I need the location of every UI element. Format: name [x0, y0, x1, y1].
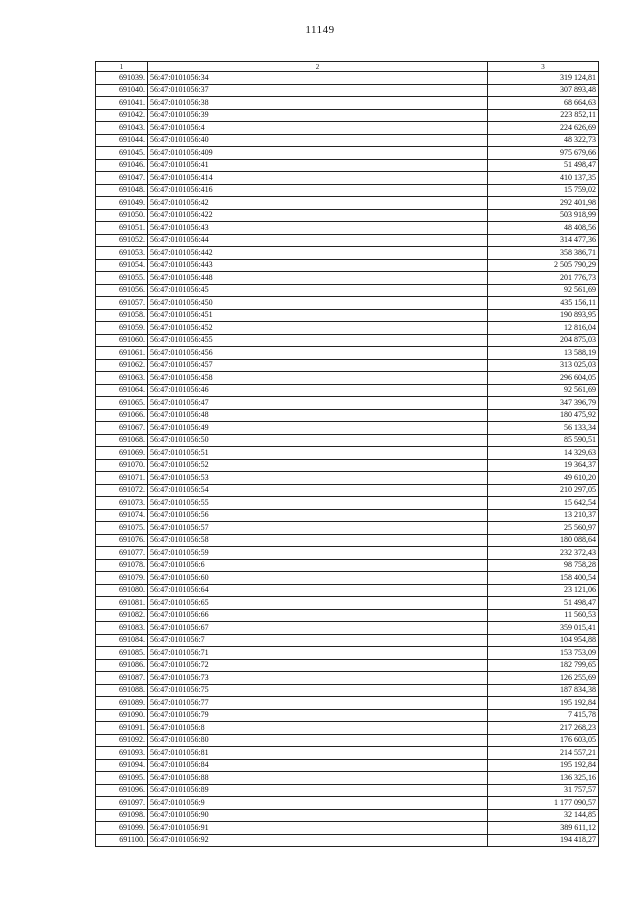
cadastral-value: 92 561,69 — [488, 284, 599, 297]
row-number: 691082. — [96, 609, 148, 622]
table-row — [96, 459, 599, 472]
cadastral-number: 56:47:0101056:416 — [148, 184, 488, 197]
cadastral-value: 51 498,47 — [488, 597, 599, 610]
row-number: 691059. — [96, 322, 148, 335]
table-row — [96, 809, 599, 822]
table-row — [96, 234, 599, 247]
row-number: 691083. — [96, 622, 148, 635]
cadastral-value: 195 192,84 — [488, 759, 599, 772]
cadastral-number: 56:47:0101056:448 — [148, 272, 488, 285]
table-row — [96, 284, 599, 297]
row-number: 691068. — [96, 434, 148, 447]
cadastral-number: 56:47:0101056:81 — [148, 747, 488, 760]
cadastral-number: 56:47:0101056:442 — [148, 247, 488, 260]
row-number: 691046. — [96, 159, 148, 172]
table-row — [96, 484, 599, 497]
table-row — [96, 97, 599, 110]
cadastral-number: 56:47:0101056:457 — [148, 359, 488, 372]
row-number: 691077. — [96, 547, 148, 560]
cadastral-value: 194 418,27 — [488, 834, 599, 847]
cadastral-number: 56:47:0101056:44 — [148, 234, 488, 247]
cadastral-value: 2 505 790,29 — [488, 259, 599, 272]
cadastral-value: 187 834,38 — [488, 684, 599, 697]
cadastral-value: 14 329,63 — [488, 447, 599, 460]
cadastral-number: 56:47:0101056:43 — [148, 222, 488, 235]
cadastral-value: 12 816,04 — [488, 322, 599, 335]
row-number: 691049. — [96, 197, 148, 210]
table-row — [96, 197, 599, 210]
row-number: 691066. — [96, 409, 148, 422]
cadastral-value: 85 590,51 — [488, 434, 599, 447]
table-row — [96, 409, 599, 422]
row-number: 691067. — [96, 422, 148, 435]
table-row — [96, 509, 599, 522]
row-number: 691056. — [96, 284, 148, 297]
table-row — [96, 784, 599, 797]
table-row — [96, 397, 599, 410]
cadastral-number: 56:47:0101056:55 — [148, 497, 488, 510]
row-number: 691074. — [96, 509, 148, 522]
cadastral-number: 56:47:0101056:414 — [148, 172, 488, 185]
table-row — [96, 622, 599, 635]
row-number: 691048. — [96, 184, 148, 197]
row-number: 691094. — [96, 759, 148, 772]
row-number: 691039. — [96, 72, 148, 85]
cadastral-value: 104 954,88 — [488, 634, 599, 647]
row-number: 691085. — [96, 647, 148, 660]
table-row — [96, 359, 599, 372]
cadastral-number: 56:47:0101056:53 — [148, 472, 488, 485]
row-number: 691058. — [96, 309, 148, 322]
cadastral-value: 32 144,85 — [488, 809, 599, 822]
row-number: 691040. — [96, 84, 148, 97]
cadastral-value: 7 415,78 — [488, 709, 599, 722]
cadastral-number: 56:47:0101056:75 — [148, 684, 488, 697]
row-number: 691072. — [96, 484, 148, 497]
cadastral-number: 56:47:0101056:65 — [148, 597, 488, 610]
cadastral-number: 56:47:0101056:88 — [148, 772, 488, 785]
cadastral-value: 56 133,34 — [488, 422, 599, 435]
cadastral-value-table — [95, 61, 599, 847]
cadastral-value: 214 557,21 — [488, 747, 599, 760]
cadastral-number: 56:47:0101056:80 — [148, 734, 488, 747]
table-row — [96, 759, 599, 772]
table-row — [96, 522, 599, 535]
row-number: 691064. — [96, 384, 148, 397]
row-number: 691098. — [96, 809, 148, 822]
row-number: 691057. — [96, 297, 148, 310]
cadastral-value: 15 759,02 — [488, 184, 599, 197]
cadastral-value: 31 757,57 — [488, 784, 599, 797]
row-number: 691044. — [96, 134, 148, 147]
table-row — [96, 447, 599, 460]
cadastral-number: 56:47:0101056:54 — [148, 484, 488, 497]
cadastral-value: 13 210,37 — [488, 509, 599, 522]
cadastral-number: 56:47:0101056:57 — [148, 522, 488, 535]
table-row — [96, 747, 599, 760]
table-row — [96, 184, 599, 197]
cadastral-number: 56:47:0101056:64 — [148, 584, 488, 597]
table-row — [96, 559, 599, 572]
cadastral-number: 56:47:0101056:452 — [148, 322, 488, 335]
cadastral-value: 358 386,71 — [488, 247, 599, 260]
cadastral-value: 204 875,03 — [488, 334, 599, 347]
row-number: 691096. — [96, 784, 148, 797]
cadastral-number: 56:47:0101056:59 — [148, 547, 488, 560]
table-row — [96, 297, 599, 310]
row-number: 691090. — [96, 709, 148, 722]
table-row — [96, 384, 599, 397]
table-row — [96, 422, 599, 435]
row-number: 691047. — [96, 172, 148, 185]
table-row — [96, 597, 599, 610]
cadastral-number: 56:47:0101056:443 — [148, 259, 488, 272]
cadastral-number: 56:47:0101056:79 — [148, 709, 488, 722]
column-header-3: 3 — [488, 62, 599, 72]
cadastral-value: 319 124,81 — [488, 72, 599, 85]
table-row — [96, 347, 599, 360]
cadastral-value: 359 015,41 — [488, 622, 599, 635]
cadastral-value: 201 776,73 — [488, 272, 599, 285]
cadastral-number: 56:47:0101056:66 — [148, 609, 488, 622]
cadastral-number: 56:47:0101056:72 — [148, 659, 488, 672]
cadastral-value: 210 297,05 — [488, 484, 599, 497]
table-row — [96, 797, 599, 810]
cadastral-value: 49 610,20 — [488, 472, 599, 485]
row-number: 691043. — [96, 122, 148, 135]
cadastral-number: 56:47:0101056:60 — [148, 572, 488, 585]
cadastral-number: 56:47:0101056:51 — [148, 447, 488, 460]
cadastral-number: 56:47:0101056:58 — [148, 534, 488, 547]
table-row — [96, 434, 599, 447]
table-row — [96, 259, 599, 272]
table-row — [96, 772, 599, 785]
cadastral-value: 11 560,53 — [488, 609, 599, 622]
table-row — [96, 584, 599, 597]
row-number: 691073. — [96, 497, 148, 510]
table-row — [96, 647, 599, 660]
row-number: 691081. — [96, 597, 148, 610]
cadastral-value: 190 893,95 — [488, 309, 599, 322]
cadastral-number: 56:47:0101056:422 — [148, 209, 488, 222]
cadastral-value: 51 498,47 — [488, 159, 599, 172]
cadastral-value: 389 611,12 — [488, 822, 599, 835]
cadastral-value: 314 477,36 — [488, 234, 599, 247]
column-header-1: 1 — [96, 62, 148, 72]
cadastral-value: 180 088,64 — [488, 534, 599, 547]
cadastral-value: 347 396,79 — [488, 397, 599, 410]
table-row — [96, 497, 599, 510]
table-row — [96, 247, 599, 260]
cadastral-value: 180 475,92 — [488, 409, 599, 422]
row-number: 691080. — [96, 584, 148, 597]
row-number: 691095. — [96, 772, 148, 785]
row-number: 691051. — [96, 222, 148, 235]
cadastral-value: 126 255,69 — [488, 672, 599, 685]
cadastral-number: 56:47:0101056:45 — [148, 284, 488, 297]
table-row — [96, 372, 599, 385]
row-number: 691092. — [96, 734, 148, 747]
row-number: 691093. — [96, 747, 148, 760]
row-number: 691089. — [96, 697, 148, 710]
cadastral-value: 307 893,48 — [488, 84, 599, 97]
table-row — [96, 547, 599, 560]
cadastral-number: 56:47:0101056:47 — [148, 397, 488, 410]
table-row — [96, 209, 599, 222]
table-row — [96, 822, 599, 835]
cadastral-number: 56:47:0101056:48 — [148, 409, 488, 422]
cadastral-number: 56:47:0101056:456 — [148, 347, 488, 360]
row-number: 691054. — [96, 259, 148, 272]
row-number: 691091. — [96, 722, 148, 735]
column-header-2: 2 — [148, 62, 488, 72]
cadastral-value: 232 372,43 — [488, 547, 599, 560]
cadastral-value: 223 852,11 — [488, 109, 599, 122]
cadastral-number: 56:47:0101056:46 — [148, 384, 488, 397]
row-number: 691100. — [96, 834, 148, 847]
table-row — [96, 472, 599, 485]
row-number: 691087. — [96, 672, 148, 685]
row-number: 691084. — [96, 634, 148, 647]
table-row — [96, 159, 599, 172]
row-number: 691088. — [96, 684, 148, 697]
cadastral-value: 68 664,63 — [488, 97, 599, 110]
row-number: 691060. — [96, 334, 148, 347]
cadastral-value: 23 121,06 — [488, 584, 599, 597]
cadastral-value: 25 560,97 — [488, 522, 599, 535]
cadastral-value: 217 268,23 — [488, 722, 599, 735]
cadastral-number: 56:47:0101056:40 — [148, 134, 488, 147]
cadastral-number: 56:47:0101056:451 — [148, 309, 488, 322]
table-row — [96, 734, 599, 747]
table-row — [96, 109, 599, 122]
cadastral-number: 56:47:0101056:49 — [148, 422, 488, 435]
table-row — [96, 684, 599, 697]
cadastral-number: 56:47:0101056:8 — [148, 722, 488, 735]
table-header-row — [96, 62, 599, 72]
cadastral-number: 56:47:0101056:84 — [148, 759, 488, 772]
table-row — [96, 272, 599, 285]
cadastral-number: 56:47:0101056:409 — [148, 147, 488, 160]
cadastral-value: 48 408,56 — [488, 222, 599, 235]
cadastral-value: 176 603,05 — [488, 734, 599, 747]
row-number: 691070. — [96, 459, 148, 472]
cadastral-number: 56:47:0101056:9 — [148, 797, 488, 810]
row-number: 691071. — [96, 472, 148, 485]
table-row — [96, 172, 599, 185]
cadastral-value: 92 561,69 — [488, 384, 599, 397]
row-number: 691079. — [96, 572, 148, 585]
cadastral-value: 15 642,54 — [488, 497, 599, 510]
cadastral-number: 56:47:0101056:7 — [148, 634, 488, 647]
cadastral-number: 56:47:0101056:50 — [148, 434, 488, 447]
cadastral-value: 292 401,98 — [488, 197, 599, 210]
row-number: 691041. — [96, 97, 148, 110]
cadastral-number: 56:47:0101056:4 — [148, 122, 488, 135]
table-row — [96, 534, 599, 547]
table-row — [96, 334, 599, 347]
cadastral-number: 56:47:0101056:38 — [148, 97, 488, 110]
table-row — [96, 697, 599, 710]
cadastral-value: 158 400,54 — [488, 572, 599, 585]
cadastral-number: 56:47:0101056:67 — [148, 622, 488, 635]
cadastral-value: 313 025,03 — [488, 359, 599, 372]
table-row — [96, 72, 599, 85]
cadastral-value: 98 758,28 — [488, 559, 599, 572]
cadastral-value: 296 604,05 — [488, 372, 599, 385]
page-number: 11149 — [305, 24, 335, 36]
row-number: 691052. — [96, 234, 148, 247]
cadastral-value: 48 322,73 — [488, 134, 599, 147]
table-row — [96, 634, 599, 647]
cadastral-value: 19 364,37 — [488, 459, 599, 472]
row-number: 691097. — [96, 797, 148, 810]
cadastral-value: 503 918,99 — [488, 209, 599, 222]
cadastral-number: 56:47:0101056:77 — [148, 697, 488, 710]
cadastral-value: 435 156,11 — [488, 297, 599, 310]
cadastral-value: 136 325,16 — [488, 772, 599, 785]
cadastral-number: 56:47:0101056:455 — [148, 334, 488, 347]
table-row — [96, 134, 599, 147]
row-number: 691075. — [96, 522, 148, 535]
table-row — [96, 122, 599, 135]
table-row — [96, 309, 599, 322]
cadastral-number: 56:47:0101056:458 — [148, 372, 488, 385]
table-row — [96, 147, 599, 160]
row-number: 691045. — [96, 147, 148, 160]
cadastral-value: 153 753,09 — [488, 647, 599, 660]
cadastral-number: 56:47:0101056:450 — [148, 297, 488, 310]
cadastral-value: 1 177 090,57 — [488, 797, 599, 810]
cadastral-value: 410 137,35 — [488, 172, 599, 185]
cadastral-number: 56:47:0101056:89 — [148, 784, 488, 797]
table-row — [96, 722, 599, 735]
table-body — [96, 72, 599, 847]
cadastral-value: 195 192,84 — [488, 697, 599, 710]
row-number: 691065. — [96, 397, 148, 410]
row-number: 691062. — [96, 359, 148, 372]
cadastral-number: 56:47:0101056:37 — [148, 84, 488, 97]
row-number: 691050. — [96, 209, 148, 222]
row-number: 691076. — [96, 534, 148, 547]
row-number: 691069. — [96, 447, 148, 460]
cadastral-number: 56:47:0101056:90 — [148, 809, 488, 822]
cadastral-number: 56:47:0101056:71 — [148, 647, 488, 660]
table-row — [96, 672, 599, 685]
table-row — [96, 609, 599, 622]
table-row — [96, 322, 599, 335]
cadastral-number: 56:47:0101056:92 — [148, 834, 488, 847]
cadastral-number: 56:47:0101056:41 — [148, 159, 488, 172]
row-number: 691099. — [96, 822, 148, 835]
table-row — [96, 659, 599, 672]
table-row — [96, 222, 599, 235]
table-row — [96, 572, 599, 585]
cadastral-number: 56:47:0101056:39 — [148, 109, 488, 122]
cadastral-number: 56:47:0101056:52 — [148, 459, 488, 472]
cadastral-value: 13 588,19 — [488, 347, 599, 360]
table-row — [96, 84, 599, 97]
row-number: 691078. — [96, 559, 148, 572]
row-number: 691086. — [96, 659, 148, 672]
cadastral-number: 56:47:0101056:73 — [148, 672, 488, 685]
table-row — [96, 834, 599, 847]
table-row — [96, 709, 599, 722]
cadastral-number: 56:47:0101056:34 — [148, 72, 488, 85]
cadastral-value: 224 626,69 — [488, 122, 599, 135]
row-number: 691042. — [96, 109, 148, 122]
row-number: 691061. — [96, 347, 148, 360]
cadastral-number: 56:47:0101056:6 — [148, 559, 488, 572]
row-number: 691055. — [96, 272, 148, 285]
cadastral-value: 182 799,65 — [488, 659, 599, 672]
row-number: 691063. — [96, 372, 148, 385]
cadastral-value: 975 679,66 — [488, 147, 599, 160]
row-number: 691053. — [96, 247, 148, 260]
cadastral-number: 56:47:0101056:91 — [148, 822, 488, 835]
cadastral-number: 56:47:0101056:42 — [148, 197, 488, 210]
cadastral-number: 56:47:0101056:56 — [148, 509, 488, 522]
